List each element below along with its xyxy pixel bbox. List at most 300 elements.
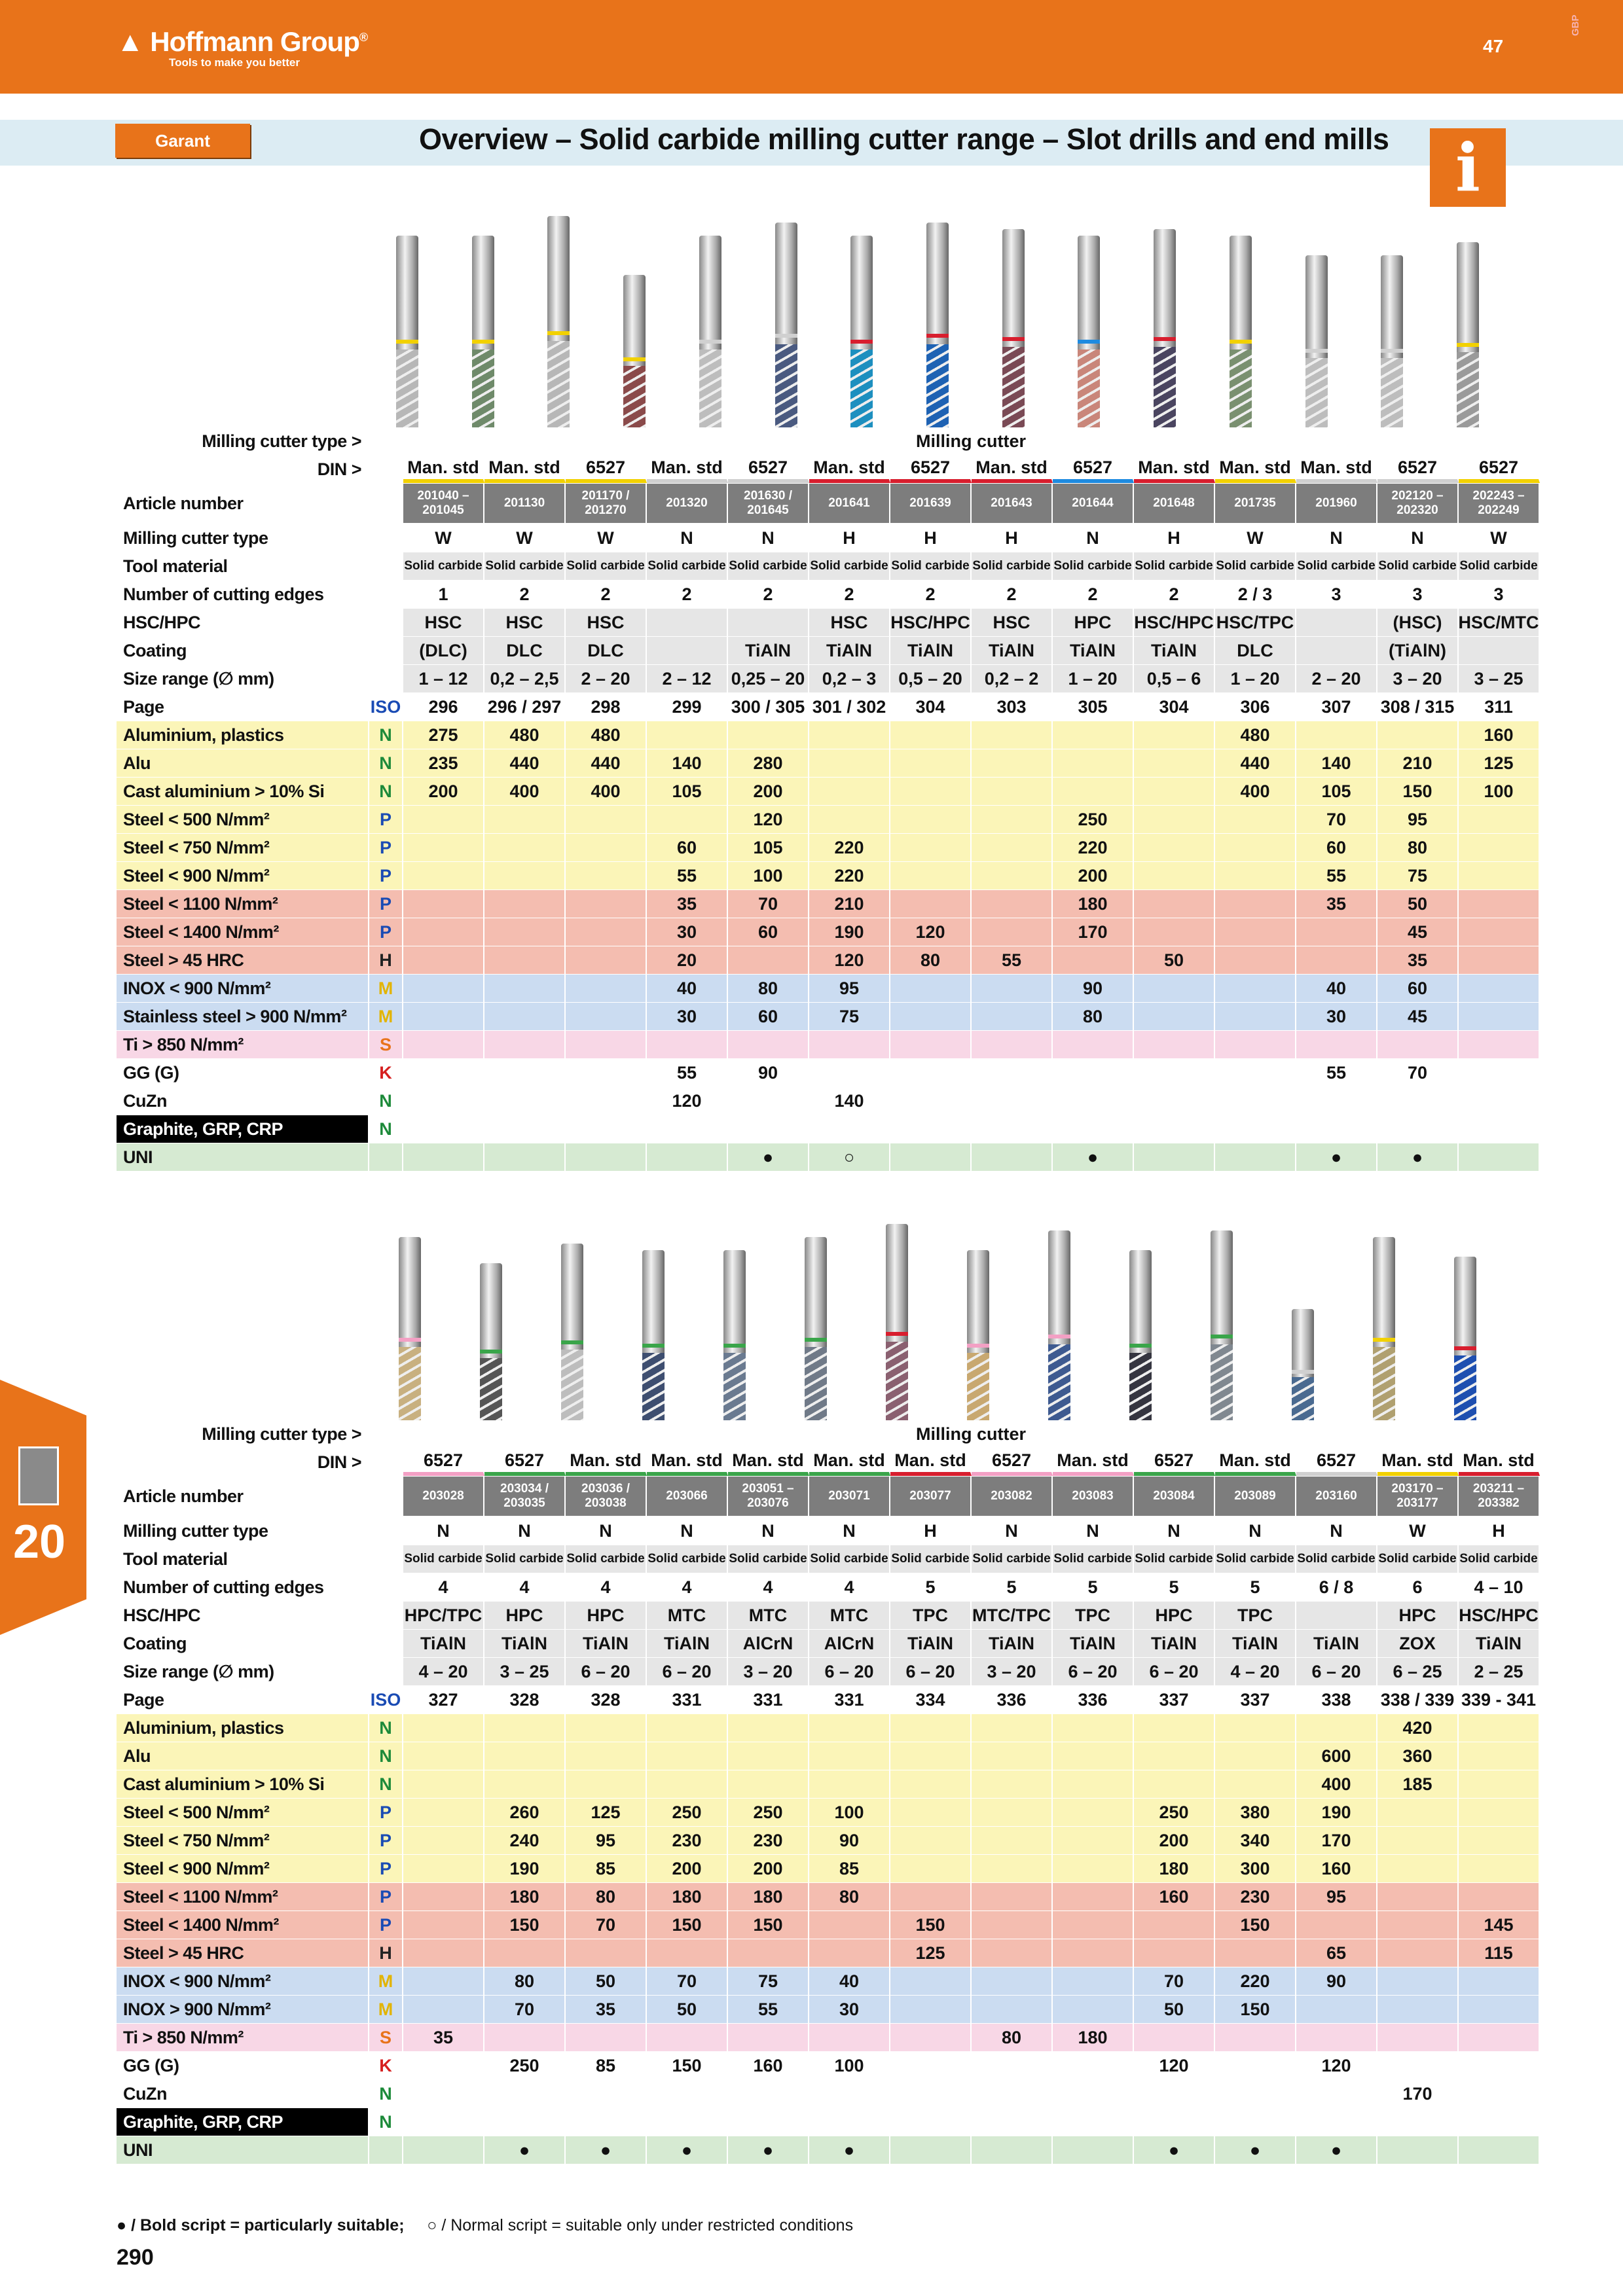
tool-ring — [1154, 337, 1176, 341]
hsc-cell — [647, 609, 728, 636]
hsc-cell: HSC/HPC — [1134, 609, 1215, 636]
din-cell: Man. std — [972, 456, 1053, 483]
value-cell — [972, 2052, 1053, 2079]
value-cell — [1053, 1827, 1134, 1854]
value-cell: 35 — [647, 890, 728, 918]
material-cell: Solid carbide — [1377, 552, 1459, 580]
iso-cell: K — [369, 2052, 403, 2079]
value-cell — [890, 1714, 972, 1742]
material-cell: Solid carbide — [1459, 1545, 1540, 1573]
material-row — [117, 946, 1622, 975]
circle-icon: ○ — [427, 2216, 437, 2234]
tool-image — [1457, 242, 1479, 432]
tool-flute — [1305, 358, 1328, 432]
iso-cell: ISO — [369, 1686, 403, 1713]
article-cell: 203051 – 203076 — [728, 1477, 809, 1516]
tool-ring — [1048, 1335, 1070, 1338]
value-cell: ● — [728, 2136, 809, 2164]
value-cell: 400 — [1296, 1770, 1377, 1798]
row-edges — [117, 581, 1622, 609]
value-cell — [972, 834, 1053, 861]
din-cell: Man. std — [1459, 1448, 1540, 1476]
tool-flute — [1154, 347, 1176, 432]
tool-ring — [472, 340, 494, 344]
value-cell: 20 — [647, 946, 728, 974]
value-cell — [1053, 1911, 1134, 1939]
article-cell: 203170 – 203177 — [1377, 1477, 1459, 1516]
value-cell — [484, 2024, 566, 2051]
article-cell: 201643 — [972, 484, 1053, 523]
value-cell: 480 — [1215, 721, 1296, 749]
din-cell: Man. std — [1134, 456, 1215, 483]
page-cell: 298 — [566, 693, 647, 721]
din-cell: Man. std — [1053, 1448, 1134, 1476]
value-cell — [566, 834, 647, 861]
value-cell — [1053, 778, 1134, 805]
din-cell: Man. std — [1215, 1448, 1296, 1476]
edges-cell: 5 — [1134, 1573, 1215, 1601]
value-cell — [1377, 1799, 1459, 1826]
article-cell: 201648 — [1134, 484, 1215, 523]
value-cell: 120 — [728, 806, 809, 833]
value-cell — [403, 806, 484, 833]
brand-mark: ® — [359, 31, 368, 44]
value-cell — [1215, 918, 1296, 946]
edges-cell: 4 — [403, 1573, 484, 1601]
iso-blank — [369, 1420, 403, 1448]
tool-flute — [480, 1358, 502, 1427]
value-cell: ○ — [809, 1143, 890, 1171]
value-cell: 150 — [484, 1911, 566, 1939]
value-cell: 160 — [1459, 721, 1540, 749]
value-cell: 95 — [809, 975, 890, 1002]
value-cell: 60 — [1377, 975, 1459, 1002]
tool-ring — [805, 1338, 827, 1342]
value-cell — [1459, 1883, 1540, 1910]
value-cell: 70 — [1377, 1059, 1459, 1086]
page-cell: 334 — [890, 1686, 972, 1713]
value-cell: 90 — [1053, 975, 1134, 1002]
tool-image — [926, 223, 949, 432]
tool-images-a — [369, 209, 1506, 432]
coating-cell: AlCrN — [809, 1630, 890, 1657]
value-cell — [1053, 1939, 1134, 1967]
value-cell — [890, 1115, 972, 1143]
material-cell: Solid carbide — [403, 552, 484, 580]
value-cell — [1134, 1911, 1215, 1939]
value-cell — [972, 1143, 1053, 1171]
value-cell — [403, 2052, 484, 2079]
tool-ring — [1457, 343, 1479, 347]
row-label: HSC/HPC — [117, 609, 369, 636]
value-cell — [890, 1967, 972, 1995]
value-cell — [728, 2024, 809, 2051]
material-label: Steel < 900 N/mm² — [117, 862, 369, 889]
article-cell: 201630 / 201645 — [728, 484, 809, 523]
page-cell: 296 — [403, 693, 484, 721]
value-cell: 180 — [1053, 2024, 1134, 2051]
coating-cell: TiAlN — [972, 1630, 1053, 1657]
value-cell: 90 — [1296, 1967, 1377, 1995]
row-mtype — [117, 524, 1622, 552]
iso-cell: N — [369, 1087, 403, 1115]
mtype-cell: N — [1053, 524, 1134, 552]
value-cell — [1134, 721, 1215, 749]
value-cell: 145 — [1459, 1911, 1540, 1939]
value-cell — [972, 1714, 1053, 1742]
value-cell: 440 — [566, 749, 647, 777]
value-cell: 340 — [1215, 1827, 1296, 1854]
hsc-cell: HSC/HPC — [890, 609, 972, 636]
value-cell — [1296, 1996, 1377, 2023]
value-cell: 95 — [1296, 1883, 1377, 1910]
value-cell: 200 — [403, 778, 484, 805]
value-cell: 200 — [1053, 862, 1134, 889]
value-cell: 180 — [484, 1883, 566, 1910]
value-cell — [1377, 1883, 1459, 1910]
value-cell — [1459, 1003, 1540, 1030]
value-cell — [647, 2024, 728, 2051]
value-cell — [1459, 862, 1540, 889]
value-cell: 240 — [484, 1827, 566, 1854]
value-cell — [890, 1003, 972, 1030]
value-cell — [566, 862, 647, 889]
value-cell — [1459, 1742, 1540, 1770]
hsc-cell — [1296, 1602, 1377, 1629]
value-cell: ● — [728, 1143, 809, 1171]
value-cell: 80 — [484, 1967, 566, 1995]
tool-image — [642, 1250, 665, 1427]
page-cell: 296 / 297 — [484, 693, 566, 721]
tool-flute — [1078, 350, 1100, 432]
value-cell — [1459, 1770, 1540, 1798]
value-cell — [890, 2108, 972, 2136]
coating-cell: TiAlN — [1296, 1630, 1377, 1657]
group-title: Milling cutter — [403, 1420, 1540, 1448]
value-cell: 250 — [728, 1799, 809, 1826]
edges-cell: 1 — [403, 581, 484, 608]
tool-ring — [886, 1332, 908, 1336]
value-cell — [1215, 1087, 1296, 1115]
value-cell — [484, 2080, 566, 2108]
iso-cell — [369, 1573, 403, 1601]
value-cell: 60 — [1296, 834, 1377, 861]
material-row — [117, 975, 1622, 1003]
tool-flute — [1230, 350, 1252, 432]
iso-blank — [369, 1448, 403, 1476]
tool-image — [805, 1237, 827, 1427]
size-cell: 0,2 – 2,5 — [484, 665, 566, 692]
value-cell — [1377, 2052, 1459, 2079]
value-cell — [1215, 1714, 1296, 1742]
material-row — [117, 1115, 1622, 1143]
coating-cell: (TiAlN) — [1377, 637, 1459, 664]
value-cell: 60 — [728, 918, 809, 946]
value-cell — [566, 1714, 647, 1742]
value-cell — [1215, 834, 1296, 861]
size-cell: 6 – 20 — [1296, 1658, 1377, 1685]
value-cell: 70 — [566, 1911, 647, 1939]
tool-ring — [642, 1344, 665, 1348]
row-label: Milling cutter type — [117, 1517, 369, 1545]
tool-flute — [623, 366, 646, 432]
edges-cell: 2 — [728, 581, 809, 608]
value-cell — [890, 1883, 972, 1910]
page-cell: 301 / 302 — [809, 693, 890, 721]
value-cell — [1053, 1742, 1134, 1770]
value-cell: 100 — [809, 1799, 890, 1826]
value-cell — [972, 1827, 1053, 1854]
page-cell: 311 — [1459, 693, 1540, 721]
tool-flute — [886, 1342, 908, 1427]
tool-flute — [472, 350, 494, 432]
page-cell: 299 — [647, 693, 728, 721]
mtype-cell: N — [1377, 524, 1459, 552]
page-header — [0, 0, 1623, 94]
tool-flute — [805, 1347, 827, 1427]
value-cell — [1296, 1087, 1377, 1115]
value-cell — [403, 975, 484, 1002]
mtype-cell: N — [1053, 1517, 1134, 1545]
value-cell — [972, 1883, 1053, 1910]
value-cell: 90 — [728, 1059, 809, 1086]
value-cell — [890, 1855, 972, 1882]
value-cell: 50 — [647, 1996, 728, 2023]
material-cell: Solid carbide — [1134, 1545, 1215, 1573]
value-cell: 400 — [484, 778, 566, 805]
coating-cell — [647, 637, 728, 664]
material-cell: Solid carbide — [1296, 1545, 1377, 1573]
value-cell — [403, 2136, 484, 2164]
mtype-cell: H — [1134, 524, 1215, 552]
page-cell: 304 — [890, 693, 972, 721]
iso-blank — [369, 456, 403, 483]
value-cell — [728, 2080, 809, 2108]
edges-cell: 4 — [647, 1573, 728, 1601]
iso-cell: N — [369, 778, 403, 805]
tool-ring — [967, 1344, 989, 1348]
size-cell: 2 – 25 — [1459, 1658, 1540, 1685]
article-cell: 201130 — [484, 484, 566, 523]
value-cell — [890, 1742, 972, 1770]
value-cell — [1215, 2108, 1296, 2136]
value-cell: 105 — [1296, 778, 1377, 805]
iso-cell — [369, 1517, 403, 1545]
row-label: DIN > — [117, 456, 369, 483]
value-cell — [972, 1967, 1053, 1995]
value-cell — [728, 1087, 809, 1115]
value-cell — [484, 1059, 566, 1086]
value-cell — [1134, 2080, 1215, 2108]
mtype-cell: H — [890, 1517, 972, 1545]
value-cell — [1134, 1003, 1215, 1030]
edges-cell: 2 — [1053, 581, 1134, 608]
tool-image — [399, 1237, 421, 1427]
value-cell — [1134, 918, 1215, 946]
article-cell: 203082 — [972, 1477, 1053, 1516]
material-label: UNI — [117, 2136, 369, 2164]
iso-cell: N — [369, 749, 403, 777]
material-cell: Solid carbide — [728, 552, 809, 580]
material-label: Stainless steel > 900 N/mm² — [117, 1003, 369, 1030]
hsc-cell: HSC — [566, 609, 647, 636]
value-cell — [972, 1115, 1053, 1143]
value-cell — [566, 1087, 647, 1115]
material-cell: Solid carbide — [809, 552, 890, 580]
din-cell: Man. std — [403, 456, 484, 483]
value-cell: 170 — [1377, 2080, 1459, 2108]
row-label: Coating — [117, 637, 369, 664]
value-cell — [1134, 749, 1215, 777]
page-cell: 304 — [1134, 693, 1215, 721]
value-cell: 80 — [1377, 834, 1459, 861]
article-cell: 203160 — [1296, 1477, 1377, 1516]
value-cell: 160 — [1134, 1883, 1215, 1910]
material-cell: Solid carbide — [403, 1545, 484, 1573]
edges-cell: 3 — [1459, 581, 1540, 608]
value-cell — [728, 946, 809, 974]
hsc-cell: TPC — [890, 1602, 972, 1629]
size-cell: 1 – 20 — [1215, 665, 1296, 692]
iso-cell: S — [369, 2024, 403, 2051]
mtype-cell: H — [809, 524, 890, 552]
value-cell: ● — [1053, 1143, 1134, 1171]
value-cell: 95 — [1377, 806, 1459, 833]
value-cell — [972, 2108, 1053, 2136]
tool-image — [775, 223, 797, 432]
value-cell — [1296, 1115, 1377, 1143]
value-cell: 420 — [1377, 1714, 1459, 1742]
iso-cell: P — [369, 1855, 403, 1882]
value-cell — [403, 1996, 484, 2023]
value-cell — [890, 2024, 972, 2051]
value-cell — [566, 1143, 647, 1171]
material-cell: Solid carbide — [890, 552, 972, 580]
article-cell: 201040 – 201045 — [403, 484, 484, 523]
value-cell — [566, 975, 647, 1002]
value-cell — [403, 1115, 484, 1143]
value-cell — [1134, 1143, 1215, 1171]
page-cell: 300 / 305 — [728, 693, 809, 721]
garant-logo — [115, 124, 250, 158]
value-cell — [566, 1003, 647, 1030]
iso-cell — [369, 524, 403, 552]
value-cell — [728, 721, 809, 749]
value-cell — [1377, 1115, 1459, 1143]
value-cell: 600 — [1296, 1742, 1377, 1770]
edges-cell: 5 — [972, 1573, 1053, 1601]
value-cell — [647, 1143, 728, 1171]
value-cell: 75 — [809, 1003, 890, 1030]
value-cell: 85 — [566, 1855, 647, 1882]
din-cell: Man. std — [1377, 1448, 1459, 1476]
value-cell: 185 — [1377, 1770, 1459, 1798]
material-cell: Solid carbide — [1134, 552, 1215, 580]
value-cell: 190 — [484, 1855, 566, 1882]
value-cell — [972, 1003, 1053, 1030]
tool-flute — [967, 1353, 989, 1427]
size-cell: 4 – 20 — [1215, 1658, 1296, 1685]
value-cell — [1215, 890, 1296, 918]
value-cell — [809, 1939, 890, 1967]
page-cell: 305 — [1053, 693, 1134, 721]
tool-ring — [1373, 1338, 1395, 1342]
size-cell: 3 – 20 — [972, 1658, 1053, 1685]
value-cell: 120 — [809, 946, 890, 974]
row-label: Size range (∅ mm) — [117, 665, 369, 692]
size-cell: 0,2 – 3 — [809, 665, 890, 692]
size-cell: 3 – 20 — [728, 1658, 809, 1685]
tool-ring — [1002, 337, 1025, 341]
iso-cell — [369, 484, 403, 523]
material-row — [117, 890, 1622, 918]
hsc-cell — [1296, 609, 1377, 636]
value-cell — [1134, 806, 1215, 833]
value-cell: 80 — [890, 946, 972, 974]
value-cell — [484, 1742, 566, 1770]
value-cell: 65 — [1296, 1939, 1377, 1967]
article-cell: 201960 — [1296, 484, 1377, 523]
chapter-tab — [0, 1380, 86, 1635]
material-row — [117, 2024, 1622, 2052]
value-cell: 95 — [566, 1827, 647, 1854]
coating-cell: DLC — [1215, 637, 1296, 664]
value-cell: 380 — [1215, 1799, 1296, 1826]
value-cell — [403, 2108, 484, 2136]
value-cell: 220 — [1215, 1967, 1296, 1995]
edges-cell: 2 — [890, 581, 972, 608]
page-title: Overview – Solid carbide milling cutter range – Slot drills and end mills — [419, 122, 1389, 156]
value-cell — [1053, 946, 1134, 974]
value-cell — [484, 1939, 566, 1967]
coating-cell: TiAlN — [728, 637, 809, 664]
drill-icon — [18, 1446, 59, 1505]
value-cell: 40 — [809, 1967, 890, 1995]
tool-ring — [1381, 349, 1403, 353]
page-cell: 306 — [1215, 693, 1296, 721]
value-cell: 125 — [1459, 749, 1540, 777]
value-cell: ● — [1296, 2136, 1377, 2164]
page-cell: 307 — [1296, 693, 1377, 721]
value-cell: ● — [647, 2136, 728, 2164]
value-cell: 180 — [728, 1883, 809, 1910]
coating-cell: TiAlN — [566, 1630, 647, 1657]
value-cell — [890, 834, 972, 861]
din-cell: 6527 — [566, 456, 647, 483]
value-cell: ● — [1215, 2136, 1296, 2164]
tool-ring — [1129, 1344, 1152, 1348]
value-cell — [1134, 2108, 1215, 2136]
article-cell: 201320 — [647, 484, 728, 523]
material-row — [117, 778, 1622, 806]
value-cell — [1134, 2024, 1215, 2051]
edges-cell: 6 / 8 — [1296, 1573, 1377, 1601]
value-cell: 55 — [728, 1996, 809, 2023]
edges-cell: 2 — [1134, 581, 1215, 608]
tool-flute — [561, 1350, 583, 1427]
value-cell: 80 — [972, 2024, 1053, 2051]
material-label: Steel > 45 HRC — [117, 946, 369, 974]
value-cell — [647, 1770, 728, 1798]
value-cell — [484, 1143, 566, 1171]
value-cell: 45 — [1377, 1003, 1459, 1030]
value-cell — [972, 1799, 1053, 1826]
value-cell: 125 — [890, 1939, 972, 1967]
value-cell — [1215, 1031, 1296, 1058]
tool-flute — [1048, 1344, 1070, 1427]
iso-cell: N — [369, 1742, 403, 1770]
hsc-cell: TPC — [1215, 1602, 1296, 1629]
